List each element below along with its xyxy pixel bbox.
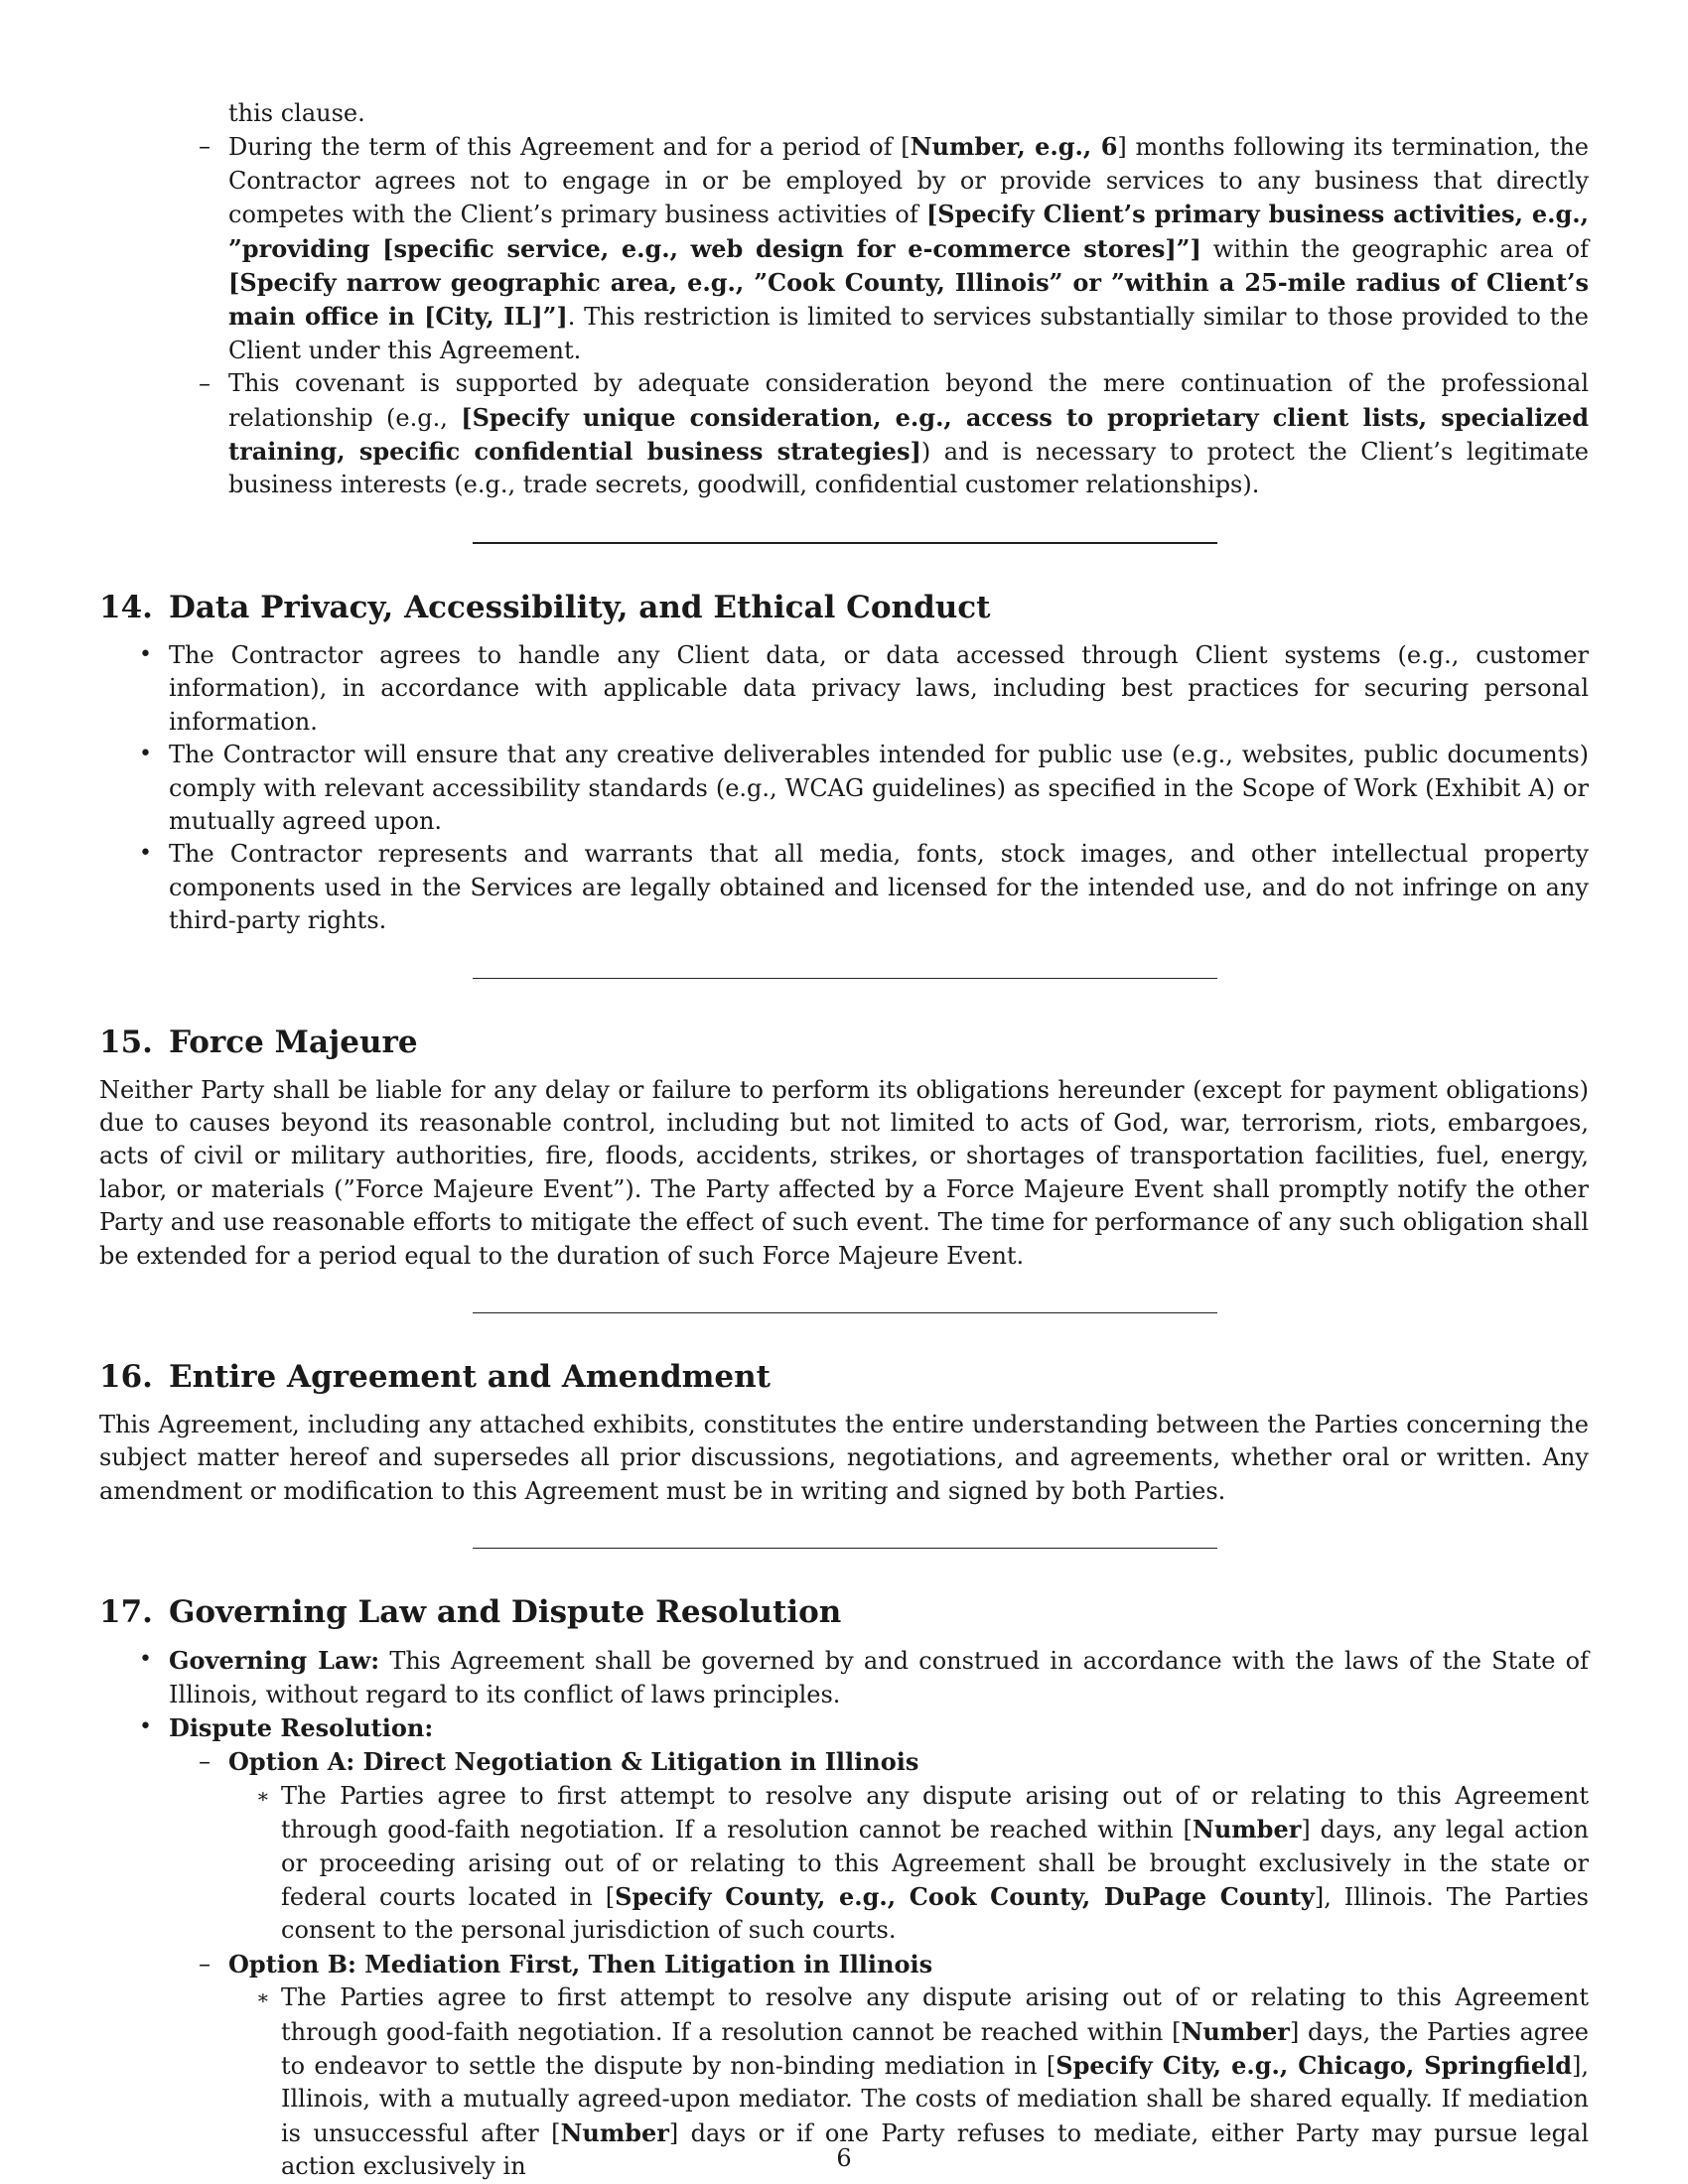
option-text xyxy=(281,1782,1589,1945)
text-run: During the term of this Agreement and for a period of xyxy=(228,133,902,162)
section-heading-16 xyxy=(99,1357,1589,1397)
list-item xyxy=(99,367,1589,502)
section-divider xyxy=(473,978,1217,979)
section-divider xyxy=(473,1312,1217,1313)
document-page xyxy=(99,97,1589,2184)
bullet-marker: • xyxy=(139,1714,152,1739)
section-heading-15 xyxy=(99,1023,1589,1062)
option-item xyxy=(99,1745,1589,1779)
carryover-line: this clause. xyxy=(228,99,365,127)
section-number: 14. xyxy=(99,589,153,625)
text-run: The Parties agree to first attempt to resolve any dispute arising out of or relating to this Agreement through good-faith negotiation. If a resolution cannot be reached within [ xyxy=(281,1983,1589,2046)
bold-run: [Specify Client’s primary business activities, e.g., ”providing [specific service, e.g., web design for e-commerce stores]”] xyxy=(228,200,1589,263)
star-marker: ∗ xyxy=(256,1985,270,2010)
section-divider xyxy=(473,542,1217,544)
carryover-item-text xyxy=(228,133,1589,363)
text-run: The Parties agree to first attempt to resolve any dispute arising out of or relating to this Agreement through good-faith negotiation. If a resolution cannot be reached within [ xyxy=(281,1781,1589,1844)
section-title: Data Privacy, Accessibility, and Ethical Conduct xyxy=(168,589,991,625)
text-run: within the geographic area of xyxy=(1200,234,1589,263)
section-15-paragraph: Neither Party shall be liable for any delay or failure to perform its obligations hereunder (except for payment obligations) due to causes beyond its reasonable control, including but not limited to acts of God, war, terrorism, riots, embargoes, acts of civil or military authorities, fire, floods, accidents, strikes, or shortages of transportation facilities, fuel, energy, labor, or materials (”Force Majeure Event”). The Party affected by a Force Majeure Event shall promptly notify the other Party and use reasonable efforts to mitigate the effect of such event. The time for performance of any such obligation shall be extended for a period equal to the duration of such Force Majeure Event. xyxy=(99,1075,1589,1270)
section-title: Governing Law and Dispute Resolution xyxy=(168,1594,842,1631)
dash-marker: – xyxy=(199,1747,211,1776)
star-marker: ∗ xyxy=(256,1783,270,1808)
section-14-list xyxy=(99,639,1589,938)
list-item xyxy=(99,838,1589,937)
text-run: . This restriction is limited to services substantially similar to those provided to the Client under this Agreement. xyxy=(228,303,1589,364)
dispute-resolution-label: Dispute Resolution: xyxy=(169,1713,434,1742)
option-title: Option A: Direct Negotiation & Litigation in Illinois xyxy=(228,1747,919,1777)
bold-run: Specify County, e.g., Cook County, DuPage County xyxy=(615,1882,1315,1912)
text-run: ], Illinois, with a mutually agreed-upon mediator. The costs of mediation shall be shared equally. If mediation is unsuccessful after [ xyxy=(281,2052,1589,2147)
page-number: 6 xyxy=(836,2144,852,2172)
option-item xyxy=(99,1948,1589,1981)
text-run: This covenant is supported by adequate consideration beyond the mere continuation of the professional relationship (e.g., xyxy=(228,369,1589,432)
section-number: 15. xyxy=(99,1024,153,1060)
list-item xyxy=(99,130,1589,367)
section-title: Entire Agreement and Amendment xyxy=(168,1358,771,1395)
carryover-list xyxy=(99,130,1589,501)
option-title: Option B: Mediation First, Then Litigation in Illinois xyxy=(228,1949,933,1979)
dispute-options-list xyxy=(99,1948,1589,1981)
list-item xyxy=(99,1780,1589,1948)
section-number: 16. xyxy=(99,1358,153,1395)
bullet-text: The Contractor will ensure that any creative deliverables intended for public use (e.g., websites, public documents) comply with relevant accessibility standards (e.g., WCAG guidelines) as specified in the Scope of Work (Exhibit A) or mutually agreed upon. xyxy=(169,741,1589,835)
section-divider xyxy=(473,1548,1217,1549)
bullet-marker: • xyxy=(139,1647,152,1673)
bullet-marker: • xyxy=(139,841,152,867)
list-item xyxy=(99,1711,1589,1745)
section-16-paragraph: This Agreement, including any attached exhibits, constitutes the entire understanding between the Parties concerning the subject matter hereof and supersedes all prior discussions, negotiations, and agreements, whether oral or written. Any amendment or modification to this Agreement must be in writing and signed by both Parties. xyxy=(99,1410,1589,1505)
section-17-list xyxy=(99,1644,1589,1745)
bold-run: [Specify unique consideration, e.g., access to proprietary client lists, specialized training, specific confidential business strategies] xyxy=(228,402,1589,467)
dash-marker: – xyxy=(199,132,211,161)
bullet-marker: • xyxy=(139,641,152,667)
bold-run: Number xyxy=(1181,2016,1290,2046)
list-item xyxy=(99,739,1589,838)
option-a-details xyxy=(99,1780,1589,1948)
section-heading-14 xyxy=(99,588,1589,627)
governing-law-text: This Agreement shall be governed by and construed in accordance with the laws of the State of Illinois, without regard to its conflict of laws principles. xyxy=(169,1647,1589,1708)
bold-run: Number xyxy=(560,2117,669,2147)
text-run: ], Illinois. The Parties consent to the personal jurisdiction of such courts. xyxy=(281,1883,1589,1945)
bold-run: Number xyxy=(1192,1815,1302,1844)
text-run: ] days or if one Party refuses to mediate, either Party may pursue legal action exclusively in xyxy=(281,2118,1589,2181)
list-item xyxy=(99,639,1589,739)
text-run: ] days, any legal action or proceeding arising out of or relating to this Agreement shall be brought exclusively in the state or federal courts located in [ xyxy=(281,1816,1589,1912)
dash-marker: – xyxy=(199,1949,211,1978)
text-run: ) and is necessary to protect the Client’s legitimate business interests (e.g., trade secrets, goodwill, confidential customer relationships). xyxy=(228,438,1589,499)
carryover-item-text xyxy=(228,369,1589,498)
bold-run: Number, e.g., 6 xyxy=(910,132,1118,162)
list-item xyxy=(99,1644,1589,1711)
section-heading-17 xyxy=(99,1592,1589,1632)
dash-marker: – xyxy=(199,369,211,398)
bold-run: [Specify narrow geographic area, e.g., ”Cook County, Illinois” or ”within a 25-mile radius of Client’s main office in [City, IL]”] xyxy=(228,268,1589,332)
text-run: ] months following its termination, the Contractor agrees not to engage in or be employed by or provide services to any business that directly competes with the Client’s primary business activities of xyxy=(228,133,1589,229)
dispute-options-list xyxy=(99,1745,1589,1779)
section-number: 17. xyxy=(99,1594,153,1631)
bullet-text: The Contractor agrees to handle any Client data, or data accessed through Client systems (e.g., customer information), in accordance with applicable data privacy laws, including best practices for securing personal information. xyxy=(169,640,1589,736)
bullet-text: The Contractor represents and warrants that all media, fonts, stock images, and other intellectual property components used in the Services are legally obtained and licensed for the intended use, and do not infringe on any third-party rights. xyxy=(169,840,1589,935)
governing-law-label: Governing Law: xyxy=(169,1646,380,1676)
bold-run: Specify City, e.g., Chicago, Springfield xyxy=(1055,2051,1572,2081)
text-run: ] days, the Parties agree to endeavor to settle the dispute by non-binding mediation in [ xyxy=(281,2017,1589,2081)
text-run: [ xyxy=(901,133,911,162)
bullet-marker: • xyxy=(139,742,152,767)
section-title: Force Majeure xyxy=(168,1024,418,1060)
